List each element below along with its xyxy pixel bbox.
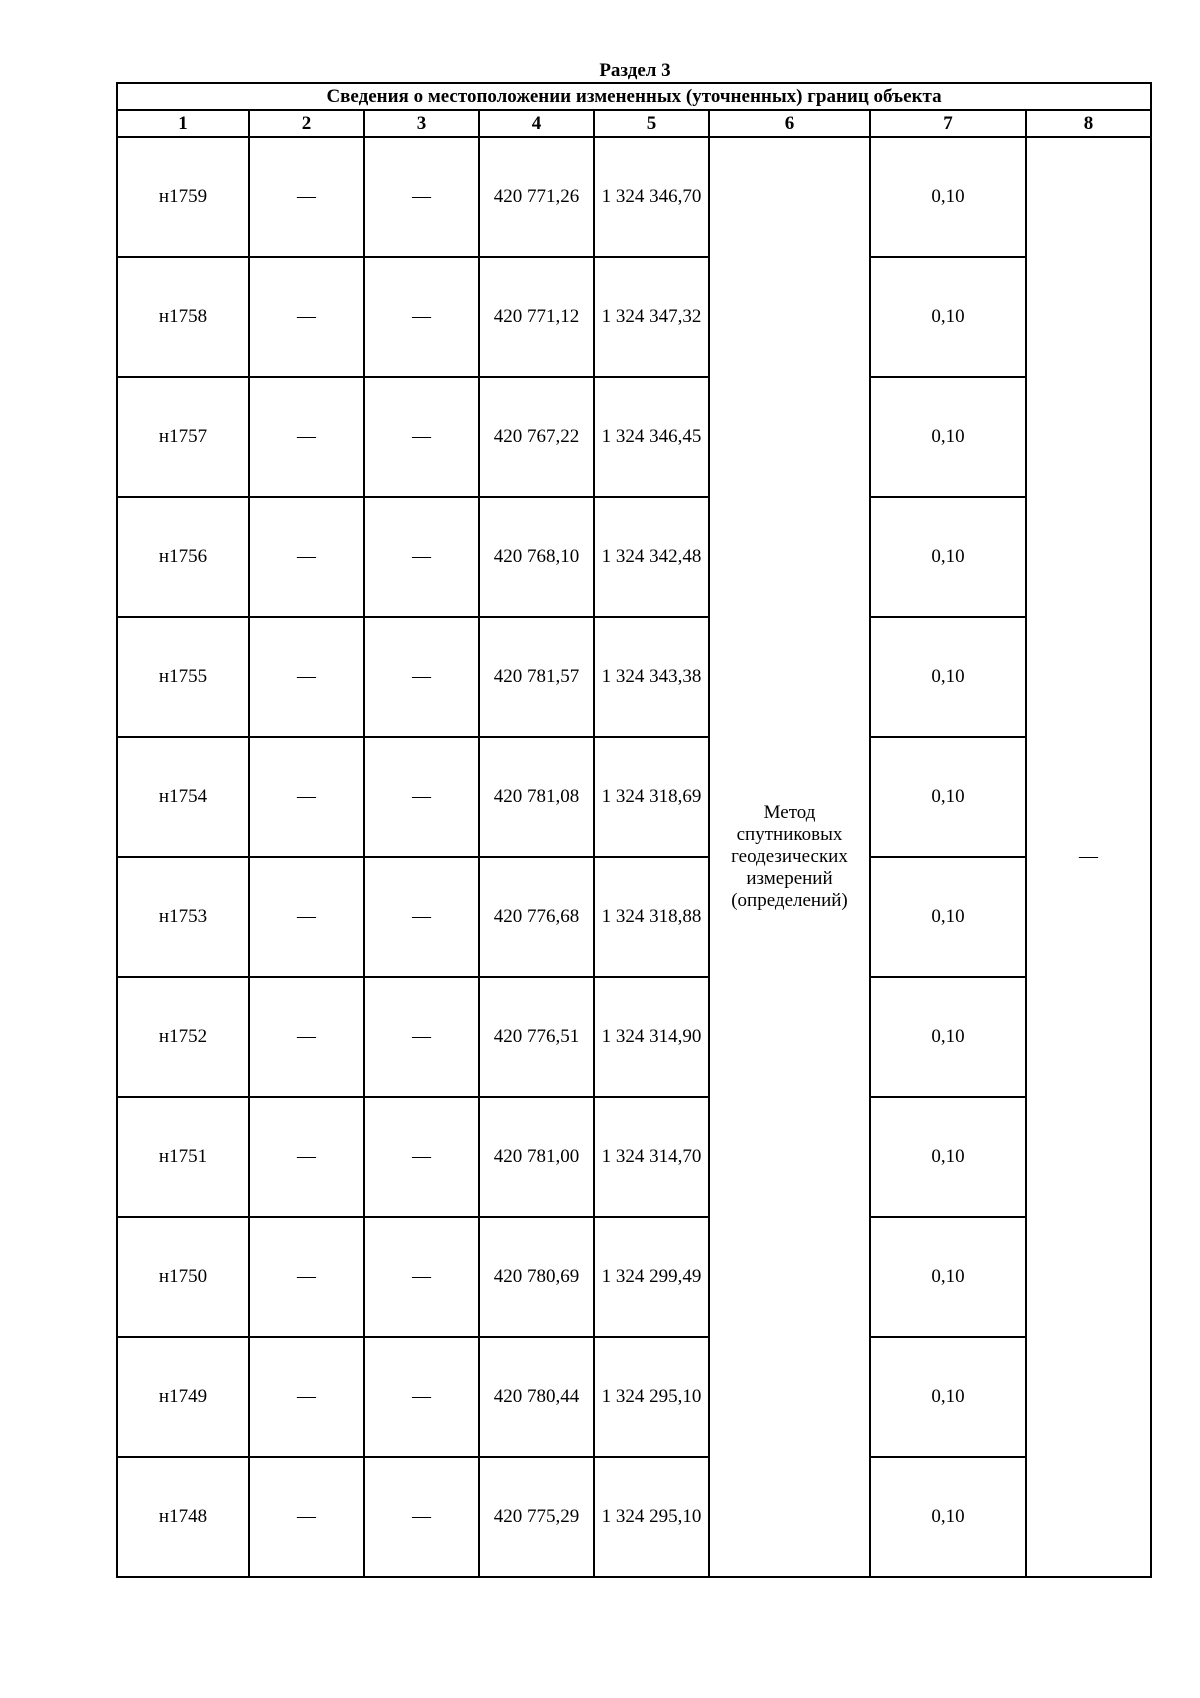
x-coordinate-cell: 420 781,08 bbox=[479, 737, 594, 857]
y-coordinate-cell: 1 324 314,70 bbox=[594, 1097, 709, 1217]
dash-cell: — bbox=[364, 617, 479, 737]
accuracy-cell: 0,10 bbox=[870, 1217, 1026, 1337]
column-header: 3 bbox=[364, 110, 479, 137]
dash-cell: — bbox=[249, 1457, 364, 1577]
dash-cell: — bbox=[249, 377, 364, 497]
column-header: 8 bbox=[1026, 110, 1151, 137]
table-row bbox=[117, 857, 1151, 977]
point-id-cell: н1757 bbox=[117, 377, 249, 497]
y-coordinate-cell: 1 324 318,69 bbox=[594, 737, 709, 857]
dash-cell: — bbox=[249, 977, 364, 1097]
x-coordinate-cell: 420 771,26 bbox=[479, 137, 594, 257]
boundary-points-table bbox=[116, 82, 1152, 1578]
x-coordinate-cell: 420 781,57 bbox=[479, 617, 594, 737]
y-coordinate-cell: 1 324 347,32 bbox=[594, 257, 709, 377]
table-row bbox=[117, 1337, 1151, 1457]
method-cell bbox=[709, 137, 870, 1577]
method-line: Метод bbox=[763, 802, 816, 823]
y-coordinate-cell: 1 324 295,10 bbox=[594, 1337, 709, 1457]
point-id-cell: н1748 bbox=[117, 1457, 249, 1577]
point-id-cell: н1755 bbox=[117, 617, 249, 737]
y-coordinate-cell: 1 324 346,70 bbox=[594, 137, 709, 257]
table-row bbox=[117, 377, 1151, 497]
table-row bbox=[117, 497, 1151, 617]
table-row bbox=[117, 1217, 1151, 1337]
method-line: (определений) bbox=[731, 890, 848, 911]
dash-cell: — bbox=[249, 137, 364, 257]
y-coordinate-cell: 1 324 346,45 bbox=[594, 377, 709, 497]
table-row bbox=[117, 977, 1151, 1097]
column-header: 2 bbox=[249, 110, 364, 137]
accuracy-cell: 0,10 bbox=[870, 857, 1026, 977]
accuracy-cell: 0,10 bbox=[870, 617, 1026, 737]
accuracy-cell: 0,10 bbox=[870, 497, 1026, 617]
column-header: 7 bbox=[870, 110, 1026, 137]
column-header: 5 bbox=[594, 110, 709, 137]
dash-cell: — bbox=[364, 737, 479, 857]
dash-cell: — bbox=[249, 1097, 364, 1217]
dash-cell: — bbox=[364, 1337, 479, 1457]
dash-cell: — bbox=[364, 1457, 479, 1577]
table-row bbox=[117, 137, 1151, 257]
point-id-cell: н1754 bbox=[117, 737, 249, 857]
x-coordinate-cell: 420 780,69 bbox=[479, 1217, 594, 1337]
dash-cell: — bbox=[364, 497, 479, 617]
x-coordinate-cell: 420 780,44 bbox=[479, 1337, 594, 1457]
accuracy-cell: 0,10 bbox=[870, 137, 1026, 257]
y-coordinate-cell: 1 324 318,88 bbox=[594, 857, 709, 977]
x-coordinate-cell: 420 775,29 bbox=[479, 1457, 594, 1577]
y-coordinate-cell: 1 324 299,49 bbox=[594, 1217, 709, 1337]
column-header: 6 bbox=[709, 110, 870, 137]
dash-cell: — bbox=[249, 1217, 364, 1337]
point-id-cell: н1749 bbox=[117, 1337, 249, 1457]
table-row bbox=[117, 617, 1151, 737]
dash-cell: — bbox=[249, 737, 364, 857]
dash-cell: — bbox=[364, 1217, 479, 1337]
point-id-cell: н1752 bbox=[117, 977, 249, 1097]
accuracy-cell: 0,10 bbox=[870, 737, 1026, 857]
point-id-cell: н1750 bbox=[117, 1217, 249, 1337]
accuracy-cell: 0,10 bbox=[870, 977, 1026, 1097]
accuracy-cell: 0,10 bbox=[870, 1097, 1026, 1217]
dash-cell: — bbox=[249, 1337, 364, 1457]
accuracy-cell: 0,10 bbox=[870, 377, 1026, 497]
x-coordinate-cell: 420 776,68 bbox=[479, 857, 594, 977]
point-id-cell: н1751 bbox=[117, 1097, 249, 1217]
x-coordinate-cell: 420 776,51 bbox=[479, 977, 594, 1097]
dash-cell: — bbox=[249, 257, 364, 377]
dash-cell: — bbox=[249, 857, 364, 977]
table-row bbox=[117, 1457, 1151, 1577]
accuracy-cell: 0,10 bbox=[870, 1337, 1026, 1457]
accuracy-cell: 0,10 bbox=[870, 1457, 1026, 1577]
dash-cell: — bbox=[364, 377, 479, 497]
table-caption: Сведения о местоположении измененных (уточненных) границ объекта bbox=[117, 83, 1151, 110]
table-row bbox=[117, 1097, 1151, 1217]
dash-cell: — bbox=[364, 257, 479, 377]
column-header: 4 bbox=[479, 110, 594, 137]
x-coordinate-cell: 420 768,10 bbox=[479, 497, 594, 617]
point-id-cell: н1759 bbox=[117, 137, 249, 257]
dash-cell: — bbox=[364, 977, 479, 1097]
y-coordinate-cell: 1 324 342,48 bbox=[594, 497, 709, 617]
accuracy-cell: 0,10 bbox=[870, 257, 1026, 377]
x-coordinate-cell: 420 767,22 bbox=[479, 377, 594, 497]
column-8-cell: — bbox=[1026, 137, 1151, 1577]
x-coordinate-cell: 420 771,12 bbox=[479, 257, 594, 377]
y-coordinate-cell: 1 324 314,90 bbox=[594, 977, 709, 1097]
column-number-row bbox=[117, 110, 1151, 137]
table-row bbox=[117, 737, 1151, 857]
dash-cell: — bbox=[364, 857, 479, 977]
dash-cell: — bbox=[249, 617, 364, 737]
y-coordinate-cell: 1 324 295,10 bbox=[594, 1457, 709, 1577]
point-id-cell: н1753 bbox=[117, 857, 249, 977]
point-id-cell: н1756 bbox=[117, 497, 249, 617]
method-line: геодезических bbox=[731, 846, 848, 867]
point-id-cell: н1758 bbox=[117, 257, 249, 377]
y-coordinate-cell: 1 324 343,38 bbox=[594, 617, 709, 737]
column-header: 1 bbox=[117, 110, 249, 137]
dash-cell: — bbox=[364, 1097, 479, 1217]
section-title: Раздел 3 bbox=[599, 60, 671, 81]
x-coordinate-cell: 420 781,00 bbox=[479, 1097, 594, 1217]
method-line: измерений bbox=[746, 868, 833, 889]
dash-cell: — bbox=[364, 137, 479, 257]
dash-cell: — bbox=[249, 497, 364, 617]
table-row bbox=[117, 257, 1151, 377]
method-line: спутниковых bbox=[736, 824, 843, 845]
